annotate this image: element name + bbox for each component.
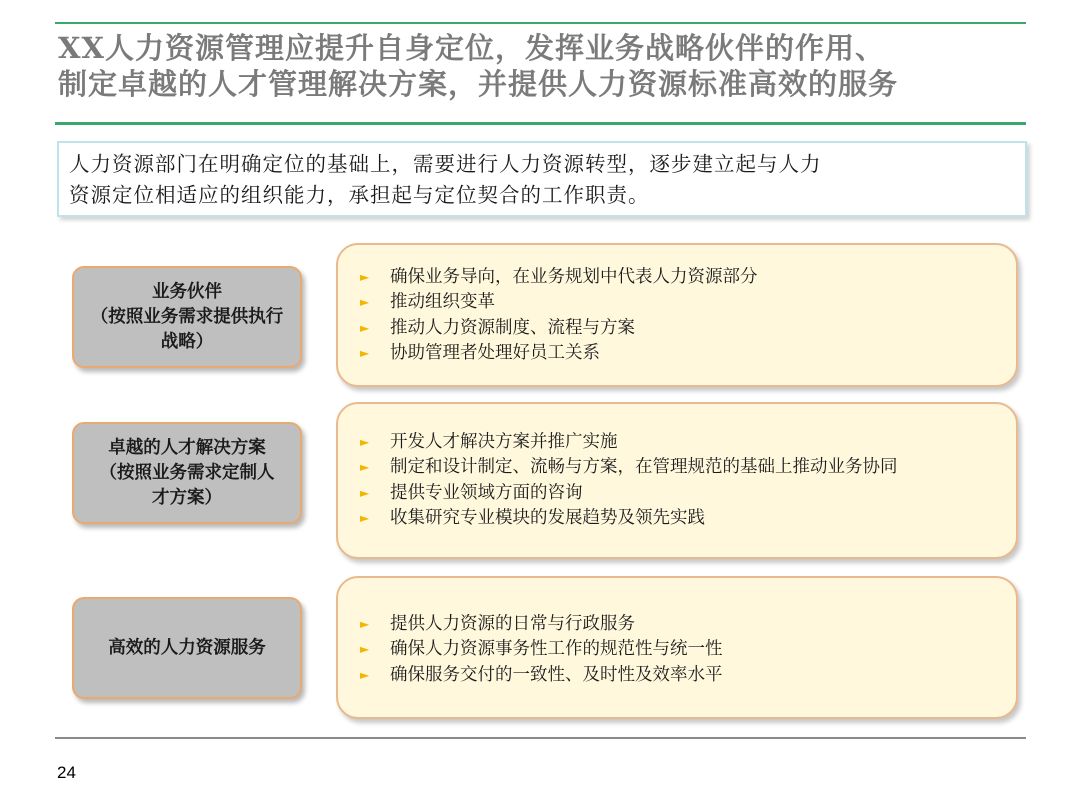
role-label-business-partner	[72, 266, 302, 368]
role-label-line: 卓越的人才解决方案	[108, 437, 266, 458]
responsibility-panel-hr-services	[336, 576, 1018, 719]
role-label-line: （按照业务需求定制人	[99, 462, 275, 483]
responsibility-text: 确保服务交付的一致性、及时性及效率水平	[390, 664, 723, 685]
role-label-line: 才方案）	[152, 487, 222, 508]
responsibility-text: 推动人力资源制度、流程与方案	[390, 317, 635, 338]
responsibility-panel-talent-solutions	[336, 402, 1018, 559]
responsibility-item	[356, 612, 1006, 637]
top-divider	[55, 22, 1026, 24]
responsibility-text: 开发人才解决方案并推广实施	[390, 432, 618, 452]
intro-callout	[57, 141, 1027, 217]
bullet-arrow-icon: ►	[360, 485, 370, 500]
role-label-line: 战略）	[160, 331, 214, 352]
responsibility-text: 确保业务导向，在业务规划中代表人力资源部分	[390, 267, 758, 287]
responsibility-item	[356, 430, 1006, 455]
role-label-line: 业务伙伴	[152, 281, 222, 302]
responsibility-text: 提供人力资源的日常与行政服务	[390, 614, 635, 634]
role-label-line: 高效的人力资源服务	[108, 637, 266, 658]
responsibility-item	[356, 316, 1006, 341]
responsibility-text: 推动组织变革	[390, 292, 495, 313]
responsibility-item	[356, 663, 1006, 688]
title-line-1: XX人力资源管理应提升自身定位，发挥业务战略伙伴的作用、	[58, 31, 886, 65]
responsibility-item	[356, 455, 1006, 480]
responsibility-list	[356, 612, 1006, 688]
title-line-2: 制定卓越的人才管理解决方案，并提供人力资源标准高效的服务	[58, 67, 899, 101]
role-label-line: （按照业务需求提供执行	[90, 306, 284, 327]
responsibility-item	[356, 506, 1006, 531]
footer-divider	[55, 737, 1026, 739]
role-label-hr-services	[72, 597, 302, 699]
bullet-arrow-icon: ►	[360, 295, 370, 310]
responsibility-item	[356, 481, 1006, 506]
responsibility-list	[356, 265, 1006, 366]
page-title	[58, 30, 1018, 102]
page-number: 24	[57, 763, 76, 782]
responsibility-item	[356, 265, 1006, 290]
bullet-arrow-icon: ►	[360, 435, 370, 449]
responsibility-list	[356, 430, 1006, 531]
bullet-arrow-icon: ►	[360, 345, 370, 360]
responsibility-item	[356, 290, 1006, 315]
intro-line-1: 人力资源部门在明确定位的基础上，需要进行人力资源转型，逐步建立起与人力	[69, 152, 822, 176]
bullet-arrow-icon: ►	[360, 617, 370, 631]
responsibility-text: 提供专业领域方面的咨询	[390, 482, 583, 503]
bullet-arrow-icon: ►	[360, 320, 370, 335]
title-divider	[55, 122, 1026, 125]
responsibility-text: 收集研究专业模块的发展趋势及领先实践	[390, 507, 705, 528]
responsibility-text: 协助管理者处理好员工关系	[390, 342, 600, 363]
bullet-arrow-icon: ►	[360, 667, 370, 682]
intro-line-2: 资源定位相适应的组织能力，承担起与定位契合的工作职责。	[69, 183, 650, 207]
responsibility-text: 确保人力资源事务性工作的规范性与统一性	[390, 639, 723, 660]
bullet-arrow-icon: ►	[360, 642, 370, 657]
responsibility-item	[356, 341, 1006, 366]
bullet-arrow-icon: ►	[360, 460, 370, 475]
bullet-arrow-icon: ►	[360, 270, 370, 284]
responsibility-text: 制定和设计制定、流畅与方案，在管理规范的基础上推动业务协同	[390, 457, 898, 478]
responsibility-item	[356, 637, 1006, 662]
responsibility-panel-business-partner	[336, 243, 1018, 387]
bullet-arrow-icon: ►	[360, 510, 370, 525]
role-label-talent-solutions	[72, 422, 302, 524]
